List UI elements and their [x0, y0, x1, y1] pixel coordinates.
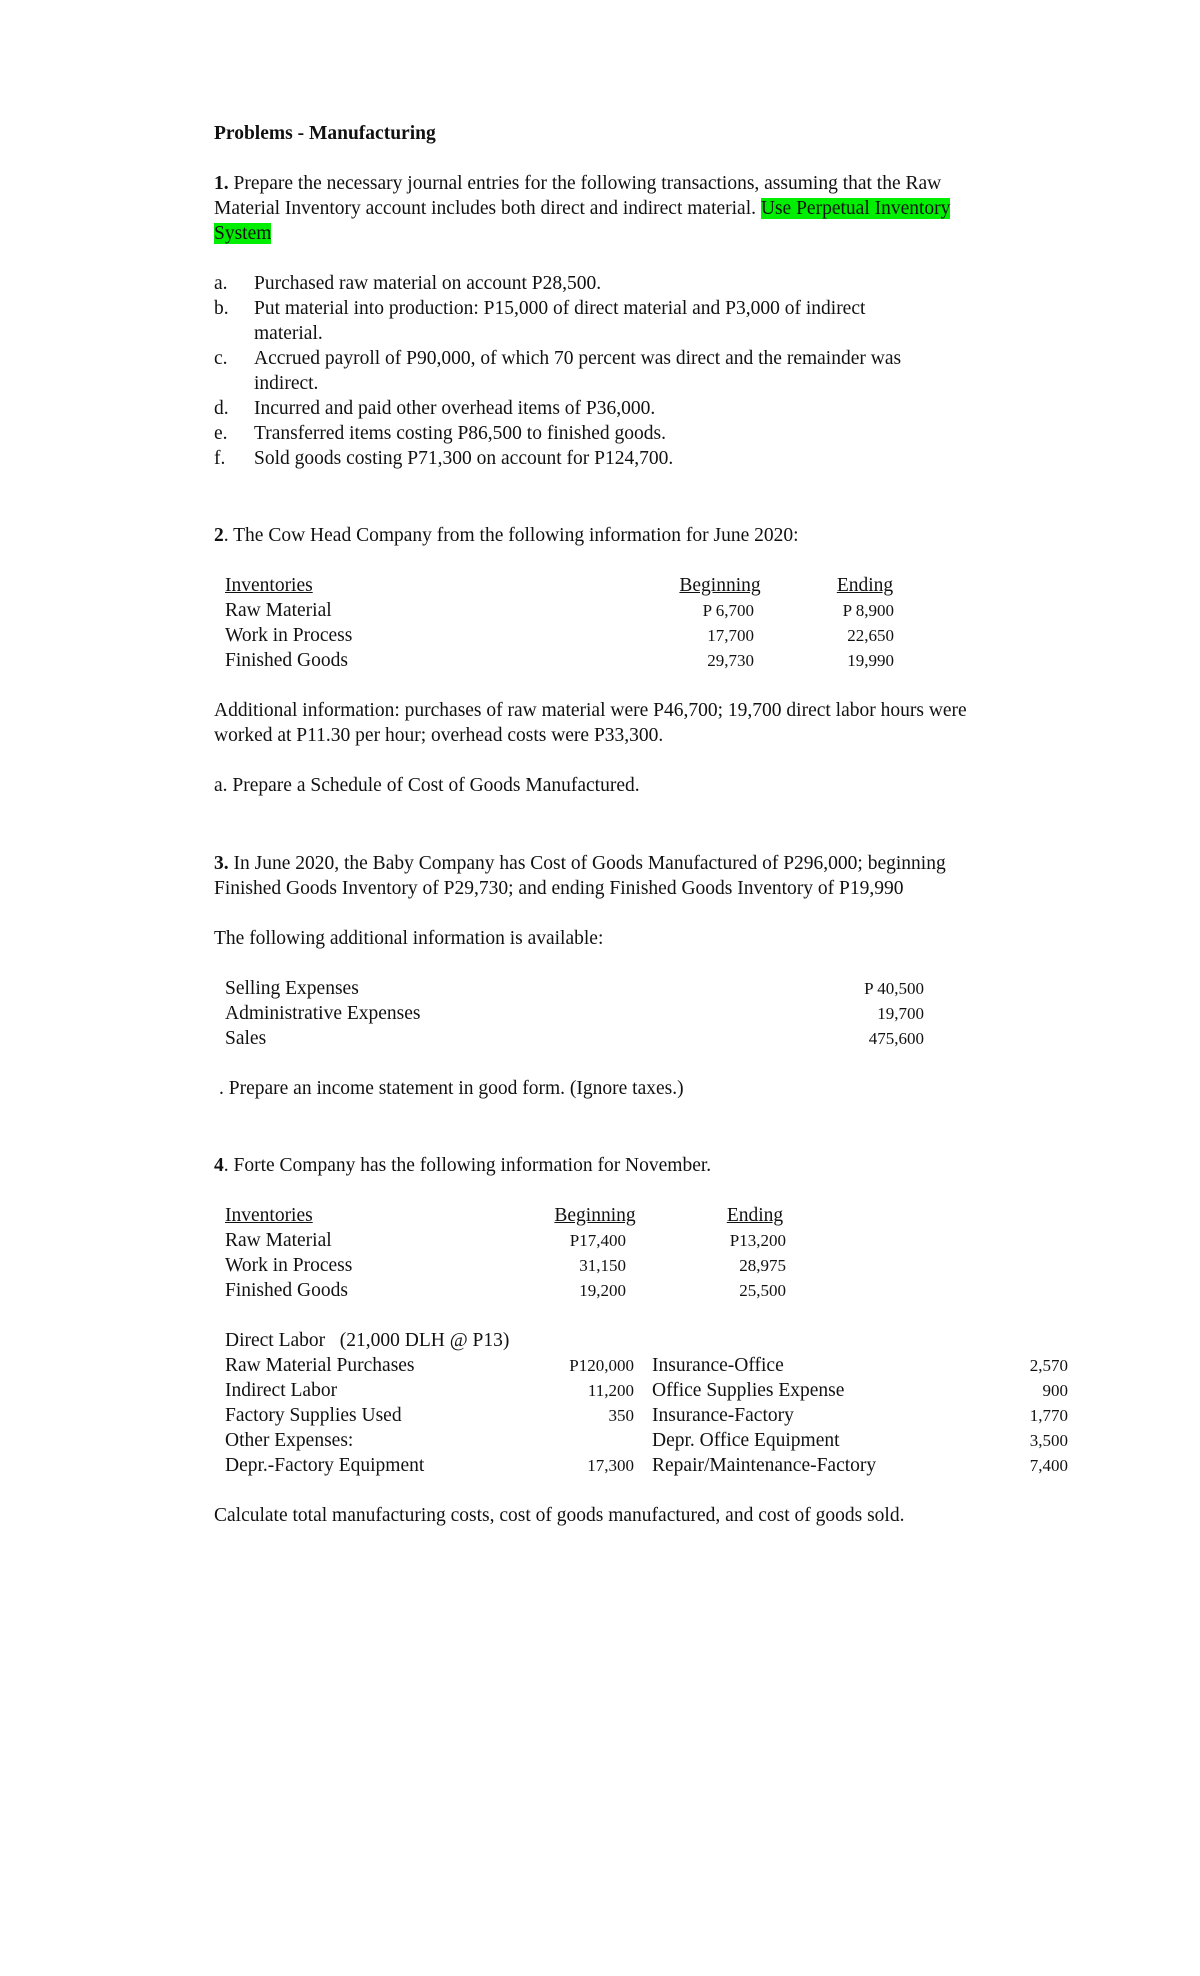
table-cell: Repair/Maintenance-Factory — [652, 1455, 877, 1476]
list-item: b. Put material into production: P15,000 of direct material and P3,000 of indirect — [214, 298, 866, 319]
table-cell: Depr.-Factory Equipment — [225, 1455, 425, 1476]
table-cell: Office Supplies Expense — [652, 1380, 845, 1401]
table-cell: Insurance-Factory — [652, 1405, 794, 1426]
problem-3-task: . Prepare an income statement in good form. (Ignore taxes.) — [219, 1078, 684, 1099]
table-cell: 19,990 — [847, 651, 894, 670]
problem-4-task: Calculate total manufacturing costs, cost of goods manufactured, and cost of goods sold. — [214, 1505, 905, 1526]
table-cell: Selling Expenses — [225, 978, 359, 999]
problem-1-line-3 — [214, 221, 271, 246]
table-cell: Factory Supplies Used — [225, 1405, 402, 1426]
table-cell: 28,975 — [739, 1256, 786, 1275]
table-cell: 29,730 — [707, 651, 754, 670]
problem-1-line-1: 1. Prepare the necessary journal entries for the following transactions, assuming that the Raw — [214, 173, 942, 194]
table-header: Inventories — [225, 1205, 313, 1226]
table-cell: 475,600 — [868, 1029, 924, 1048]
table-cell: 350 — [608, 1406, 634, 1425]
list-item: a. Purchased raw material on account P28,500. — [214, 273, 602, 294]
highlighted-text: System — [214, 223, 272, 244]
table-cell: Sales — [225, 1028, 267, 1049]
table-cell: 3,500 — [1029, 1431, 1068, 1450]
table-cell: 31,150 — [579, 1256, 626, 1275]
table-cell: Insurance-Office — [652, 1355, 784, 1376]
list-item-continuation: material. — [254, 323, 323, 344]
list-item: c. Accrued payroll of P90,000, of which 70 percent was direct and the remainder was — [214, 348, 902, 369]
table-cell: P 8,900 — [842, 601, 894, 620]
table-cell: Work in Process — [225, 625, 353, 646]
table-header: Ending — [726, 1205, 784, 1226]
table-header: Inventories — [225, 575, 313, 596]
table-cell: Raw Material Purchases — [225, 1355, 415, 1376]
table-cell: Other Expenses: — [225, 1430, 354, 1451]
list-item: d. Incurred and paid other overhead items of P36,000. — [214, 398, 656, 419]
table-cell: Administrative Expenses — [225, 1003, 421, 1024]
table-cell: 19,700 — [877, 1004, 924, 1023]
list-item: f. Sold goods costing P71,300 on account for P124,700. — [214, 448, 674, 469]
list-item: e. Transferred items costing P86,500 to finished goods. — [214, 423, 667, 444]
table-cell: 19,200 — [579, 1281, 626, 1300]
problem-2-intro: 2. The Cow Head Company from the following information for June 2020: — [214, 525, 799, 546]
problem-3-line-1: 3. In June 2020, the Baby Company has Cost of Goods Manufactured of P296,000; beginning — [214, 853, 946, 874]
table-cell: Indirect Labor — [225, 1380, 338, 1401]
table-cell: 7,400 — [1029, 1456, 1068, 1475]
table-cell: P 40,500 — [864, 979, 924, 998]
table-cell: 17,700 — [707, 626, 754, 645]
problem-1-line-2: Material Inventory account includes both direct and indirect material. Use Perpetual Inventory — [214, 198, 951, 219]
page-title: Problems - Manufacturing — [214, 123, 436, 144]
table-cell: 1,770 — [1029, 1406, 1068, 1425]
table-cell: 25,500 — [739, 1281, 786, 1300]
problem-4-intro: 4. Forte Company has the following information for November. — [214, 1155, 712, 1176]
table-cell: P17,400 — [569, 1231, 626, 1250]
table-cell: 22,650 — [847, 626, 894, 645]
table-cell: P 6,700 — [702, 601, 754, 620]
table-cell: Depr. Office Equipment — [652, 1430, 840, 1451]
table-cell: Raw Material — [225, 600, 332, 621]
problem-1-number: 1. — [214, 173, 229, 194]
table-cell: 17,300 — [587, 1456, 634, 1475]
table-cell: P120,000 — [569, 1356, 634, 1375]
table-cell: Raw Material — [225, 1230, 332, 1251]
problem-3-line-2: Finished Goods Inventory of P29,730; and ending Finished Goods Inventory of P19,990 — [214, 878, 904, 899]
direct-labor-line: Direct Labor (21,000 DLH @ P13) — [225, 1330, 510, 1351]
table-cell: 900 — [1042, 1381, 1068, 1400]
problem-2-additional: worked at P11.30 per hour; overhead costs were P33,300. — [214, 725, 664, 746]
table-header: Beginning — [554, 1205, 636, 1226]
highlighted-text: Use Perpetual Inventory — [760, 198, 951, 219]
problem-2-additional: Additional information: purchases of raw material were P46,700; 19,700 direct labor hours were — [214, 700, 967, 721]
table-cell: Finished Goods — [225, 1280, 348, 1301]
table-cell: Work in Process — [225, 1255, 353, 1276]
table-cell: P13,200 — [729, 1231, 786, 1250]
table-header: Ending — [836, 575, 894, 596]
problem-2-task: a. Prepare a Schedule of Cost of Goods Manufactured. — [214, 775, 640, 796]
table-cell: 11,200 — [587, 1381, 634, 1400]
table-header: Beginning — [679, 575, 761, 596]
problem-3-intro: The following additional information is available: — [214, 928, 604, 949]
list-item-continuation: indirect. — [254, 373, 319, 394]
table-cell: Finished Goods — [225, 650, 348, 671]
table-cell: 2,570 — [1029, 1356, 1068, 1375]
